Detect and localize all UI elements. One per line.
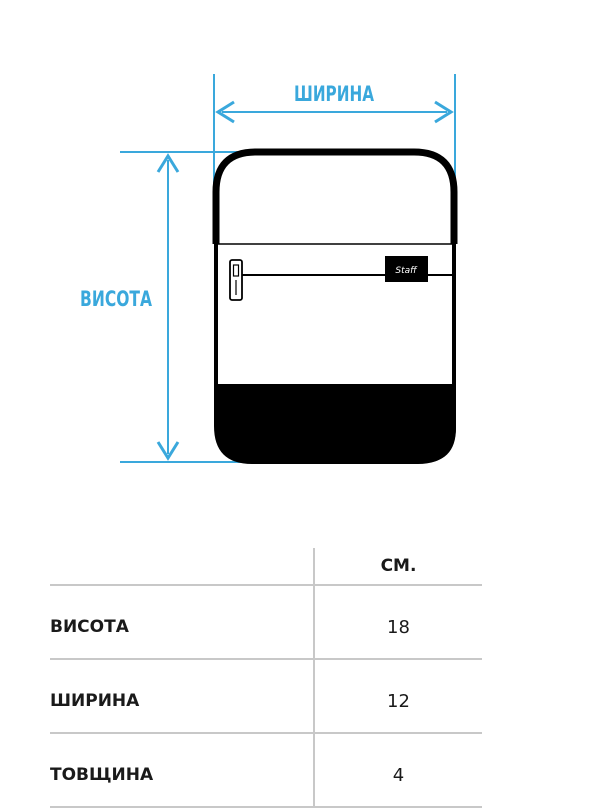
height-label: ВИСОТА [80, 287, 153, 311]
svg-text:Staff: Staff [395, 266, 417, 276]
bag-top-panel [216, 152, 454, 244]
dimension-name: ВИСОТА [50, 585, 314, 659]
unit-header: СМ. [314, 548, 482, 585]
zipper-pull [230, 260, 242, 300]
width-label: ШИРИНА [294, 82, 375, 106]
dimension-value: 18 [314, 585, 482, 659]
table-corner-cell [50, 548, 314, 585]
table-row [50, 733, 482, 807]
dimension-value: 4 [314, 733, 482, 807]
brand-logo [385, 256, 428, 282]
table-row [50, 585, 482, 659]
dimension-name: ТОВЩИНА [50, 733, 314, 807]
bag-bottom-panel [216, 384, 456, 463]
bag-illustration [216, 152, 456, 463]
table-row [50, 659, 482, 733]
height-arrow [158, 156, 178, 458]
size-table [50, 548, 482, 808]
table-header-row [50, 548, 482, 585]
dimension-name: ШИРИНА [50, 659, 314, 733]
dimension-value: 12 [314, 659, 482, 733]
